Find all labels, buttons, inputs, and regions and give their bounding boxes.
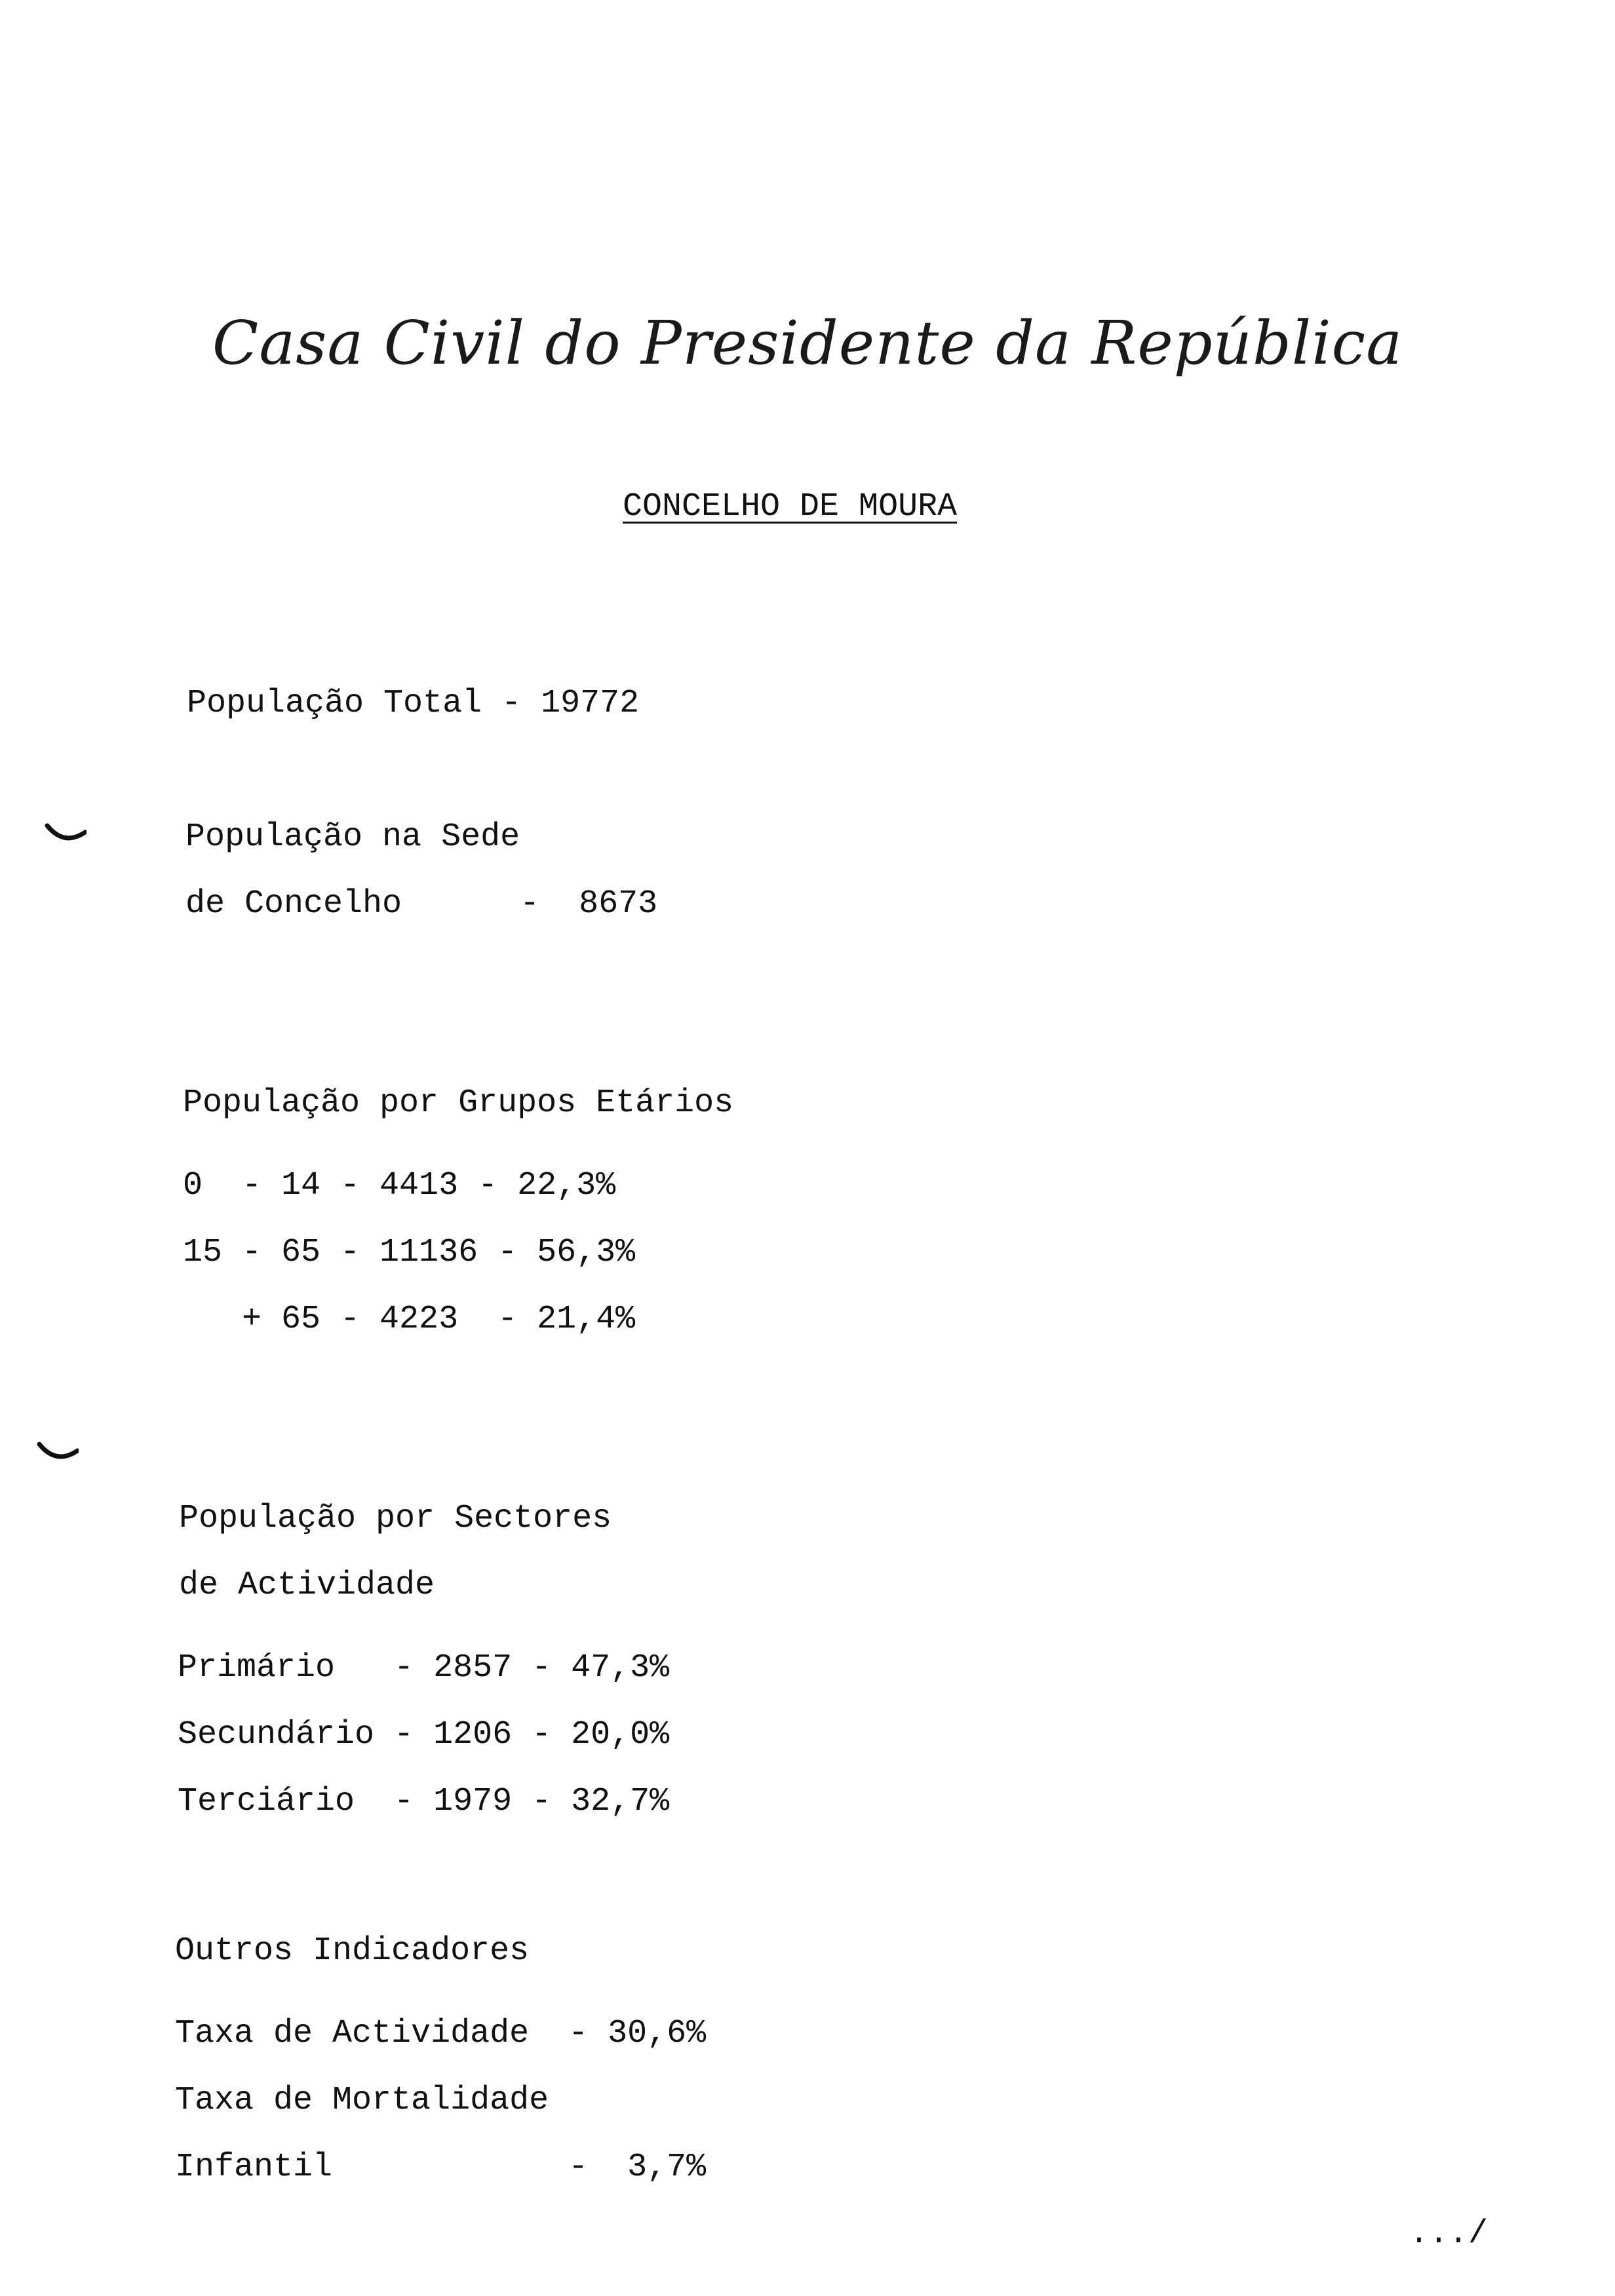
hole-punch-mark [37, 1442, 79, 1465]
age-group-row: 15 - 65 - 11136 - 56,3% [183, 1234, 636, 1271]
population-total: População Total - 19772 [187, 685, 640, 722]
continuation-mark: .../ [1409, 2215, 1489, 2253]
other-indicators-heading: Outros Indicadores [175, 1932, 530, 1970]
letterhead: Casa Civil do Presidente da República [212, 308, 1403, 378]
document-title: CONCELHO DE MOURA [623, 488, 958, 526]
sectors-heading: População por Sectores [179, 1500, 612, 1537]
infant-mortality-label: Taxa de Mortalidade [175, 2082, 549, 2119]
sector-row: Primário - 2857 - 47,3% [178, 1649, 670, 1687]
activity-rate: Taxa de Actividade - 30,6% [175, 2015, 707, 2052]
sector-row: Secundário - 1206 - 20,0% [178, 1716, 670, 1753]
sectors-heading-continued: de Actividade [179, 1567, 435, 1604]
sector-row: Terciário - 1979 - 32,7% [178, 1783, 670, 1820]
infant-mortality-value: Infantil - 3,7% [175, 2149, 707, 2186]
age-group-row: + 65 - 4223 - 21,4% [183, 1301, 636, 1338]
hole-punch-mark [45, 823, 87, 847]
seat-population-label: População na Sede [185, 818, 520, 856]
seat-population-value: de Concelho - 8673 [185, 885, 658, 923]
age-group-row: 0 - 14 - 4413 - 22,3% [183, 1167, 616, 1204]
age-groups-heading: População por Grupos Etários [183, 1084, 734, 1122]
